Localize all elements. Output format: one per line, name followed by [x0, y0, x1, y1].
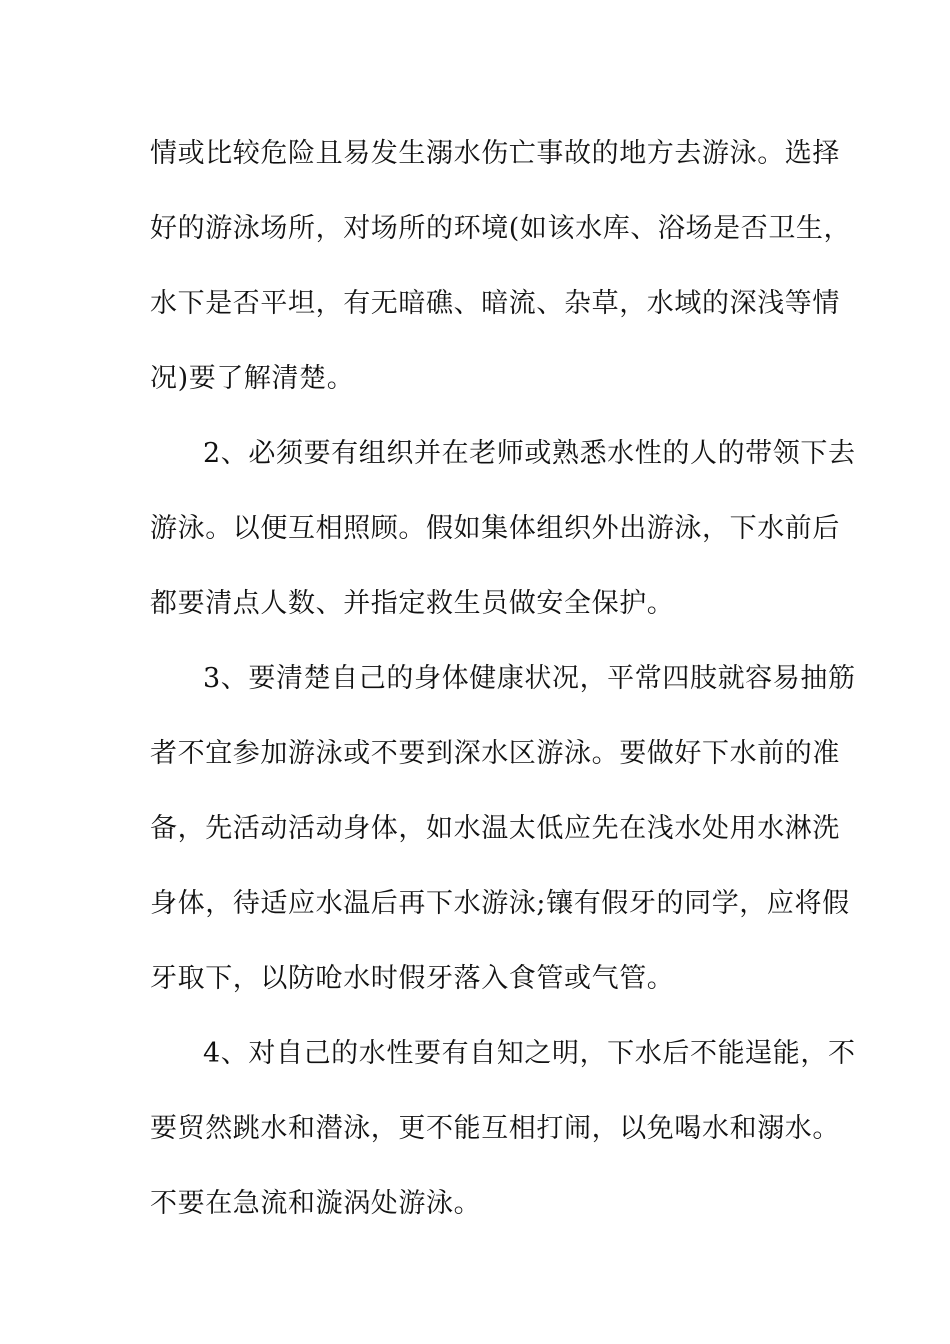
text-line: 备，先活动活动身体，如水温太低应先在浅水处用水淋洗 [150, 813, 840, 844]
text-line: 水下是否平坦，有无暗礁、暗流、杂草，水域的深浅等情 [150, 288, 840, 319]
text-line: 好的游泳场所，对场所的环境(如该水库、浴场是否卫生， [150, 213, 852, 244]
paragraph-2-start: 2、必须要有组织并在老师或熟悉水性的人的带领下去 [203, 438, 856, 469]
text-line: 游泳。以便互相照顾。假如集体组织外出游泳，下水前后 [150, 513, 840, 544]
text-line: 都要清点人数、并指定救生员做安全保护。 [150, 588, 675, 619]
paragraph-3-start: 3、要清楚自己的身体健康状况，平常四肢就容易抽筋 [203, 663, 856, 694]
text-line: 情或比较危险且易发生溺水伤亡事故的地方去游泳。选择 [150, 138, 840, 169]
text-line: 不要在急流和漩涡处游泳。 [150, 1188, 482, 1219]
text-line: 要贸然跳水和潜泳，更不能互相打闹，以免喝水和溺水。 [150, 1113, 840, 1144]
text-line: 者不宜参加游泳或不要到深水区游泳。要做好下水前的准 [150, 738, 840, 769]
paragraph-4-start: 4、对自己的水性要有自知之明，下水后不能逞能，不 [203, 1038, 856, 1069]
text-line: 牙取下，以防呛水时假牙落入食管或气管。 [150, 963, 675, 994]
text-line: 身体，待适应水温后再下水游泳;镶有假牙的同学，应将假 [150, 888, 850, 919]
text-line: 况)要了解清楚。 [150, 363, 355, 394]
